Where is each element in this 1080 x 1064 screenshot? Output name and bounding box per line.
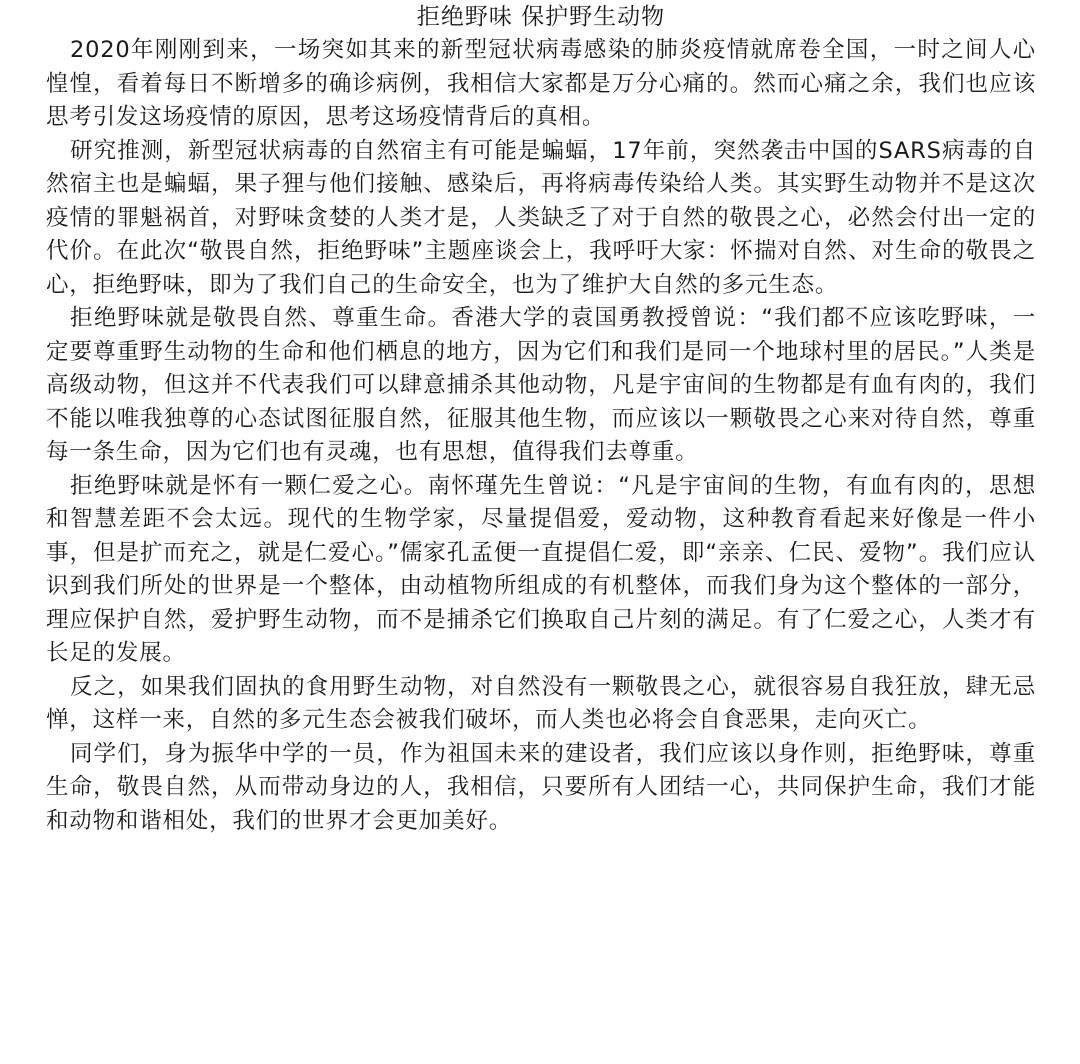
paragraph-2: 研究推测，新型冠状病毒的自然宿主有可能是蝙蝠，17年前，突然袭击中国的SARS病毒的自然宿主也是蝙蝠，果子狸与他们接触、感染后，再将病毒传染给人类。其实野生动物并不是这次疫情的罪魁祸首，对野味贪婪的人类才是，人类缺乏了对于自然的敬畏之心，必然会付出一定的代价。在此次“敬畏自然，拒绝野味”主题座谈会上，我呼吁大家：怀揣对自然、对生命的敬畏之心，拒绝野味，即为了我们自己的生命安全，也为了维护大自然的多元生态。: [46, 137, 1036, 298]
paragraph-5: 反之，如果我们固执的食用野生动物，对自然没有一颗敬畏之心，就很容易自我狂放，肆无忌惮，这样一来，自然的多元生态会被我们破坏，而人类也必将会自食恶果，走向灭亡。: [46, 673, 1036, 733]
paragraph-4: 拒绝野味就是怀有一颗仁爱之心。南怀瑾先生曾说：“凡是宇宙间的生物，有血有肉的，思想和智慧差距不会太远。现代的生物学家，尽量提倡爱，爱动物，这种教育看起来好像是一件小事，但是扩而充之，就是仁爱心。”儒家孔孟便一直提倡仁爱，即“亲亲、仁民、爱物”。我们应认识到我们所处的世界是一个整体，由动植物所组成的有机整体，而我们身为这个整体的一部分，理应保护自然，爱护野生动物，而不是捕杀它们换取自己片刻的满足。有了仁爱之心，人类才有长足的发展。: [46, 472, 1036, 666]
document-page: [46, 0, 1036, 838]
document-title: 拒绝野味 保护野生动物: [416, 4, 666, 30]
paragraph-1: 2020年刚刚到来，一场突如其来的新型冠状病毒感染的肺炎疫情就席卷全国，一时之间人心惶惶，看着每日不断增多的确诊病例，我相信大家都是万分心痛的。然而心痛之余，我们也应该思考引发这场疫情的原因，思考这场疫情背后的真相。: [46, 37, 1036, 130]
paragraph-3: 拒绝野味就是敬畏自然、尊重生命。香港大学的袁国勇教授曾说：“我们都不应该吃野味，一定要尊重野生动物的生命和他们栖息的地方，因为它们和我们是同一个地球村里的居民。”人类是高级动物，但这并不代表我们可以肆意捕杀其他动物，凡是宇宙间的生物都是有血有肉的，我们不能以唯我独尊的心态试图征服自然，征服其他生物，而应该以一颗敬畏之心来对待自然，尊重每一条生命，因为它们也有灵魂，也有思想，值得我们去尊重。: [46, 305, 1036, 465]
paragraph-6: 同学们，身为振华中学的一员，作为祖国未来的建设者，我们应该以身作则，拒绝野味，尊重生命，敬畏自然，从而带动身边的人，我相信，只要所有人团结一心，共同保护生命，我们才能和动物和谐相处，我们的世界才会更加美好。: [46, 740, 1036, 834]
